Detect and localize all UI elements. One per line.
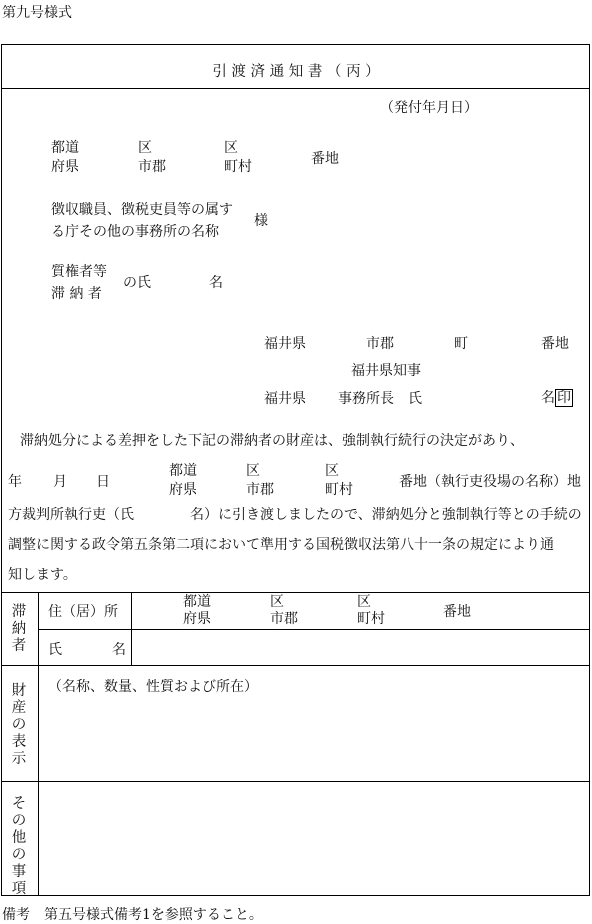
sender-seal-line: 名 印 [541, 390, 571, 406]
creditor-name-label: の氏 [123, 275, 151, 291]
date-month: 月 [53, 474, 67, 490]
property-header: 財産の表示 [11, 683, 27, 767]
residence-banchi: 番地 [443, 604, 471, 620]
divider [1, 88, 590, 89]
body-line-1: 滞納処分による差押をした下記の滞納者の財産は、強制執行続行の決定があり、 [20, 433, 524, 449]
court-banchi-note: 番地（執行吏役場の名称）地 [399, 474, 581, 490]
table-top-border [1, 592, 590, 593]
issue-date: （発付年月日） [380, 100, 478, 116]
creditor-label: 質権者等 滞 納 者 [51, 264, 107, 302]
address-prefecture: 都道 府県 [51, 140, 79, 175]
residence-label: 住（居）所 [48, 604, 118, 620]
residence-ward-town: 区 町村 [357, 594, 385, 627]
property-note: （名称、数量、性質および所在） [48, 679, 258, 695]
sender-prefecture-2: 福井県 [264, 391, 306, 407]
name-label-right: 名 [112, 642, 126, 658]
address-banchi: 番地 [311, 151, 339, 167]
address-ward-town: 区 町村 [224, 140, 252, 175]
sender-city-district: 市郡 [366, 336, 394, 352]
court-prefecture: 都道 府県 [169, 463, 197, 498]
seal-icon: 印 [557, 390, 571, 406]
form-frame [1, 44, 590, 896]
table-section-divider-2 [1, 781, 590, 782]
recipient-honorific: 様 [254, 213, 268, 229]
address-ward-city: 区 市郡 [138, 140, 166, 175]
creditor-name-label-2: 名 [209, 275, 223, 291]
delinquent-header: 滞納者 [11, 604, 27, 654]
table-row-divider [38, 629, 590, 630]
court-ward-city: 区 市郡 [246, 463, 274, 498]
body-line-4: 調整に関する政令第五条第二項において準用する国税徴収法第八十一条の規定により通 [8, 537, 554, 553]
other-matters-header: その他の事項 [11, 796, 27, 897]
body-line-5: 知します。 [8, 567, 77, 583]
sender-town: 町 [454, 336, 468, 352]
sender-office-chief: 事務所長 氏 [338, 391, 422, 407]
body-line-3: 方裁判所執行吏（氏 名）に引き渡しましたので、滞納処分と強制執行等との手続の [8, 507, 582, 523]
sender-banchi: 番地 [541, 336, 569, 352]
residence-ward-city: 区 市郡 [270, 594, 298, 627]
court-ward-town: 区 町村 [325, 463, 353, 498]
residence-prefecture: 都道 府県 [183, 594, 211, 627]
form-title: 引 渡 済 通 知 書 （ 丙 ） [212, 64, 380, 80]
sender-governor: 福井県知事 [351, 363, 421, 379]
date-day: 日 [96, 474, 110, 490]
date-year: 年 [8, 474, 22, 490]
table-column-divider [38, 592, 39, 896]
recipient-office-name: 徴収職員、徴税吏員等の属す る庁その他の事務所の名称 [51, 202, 233, 240]
sender-prefecture: 福井県 [264, 336, 306, 352]
table-section-divider [1, 665, 590, 666]
footnote: 備考 第五号様式備考1を参照すること。 [2, 907, 263, 923]
name-label-left: 氏 [48, 642, 62, 658]
form-number: 第九号様式 [2, 5, 72, 21]
